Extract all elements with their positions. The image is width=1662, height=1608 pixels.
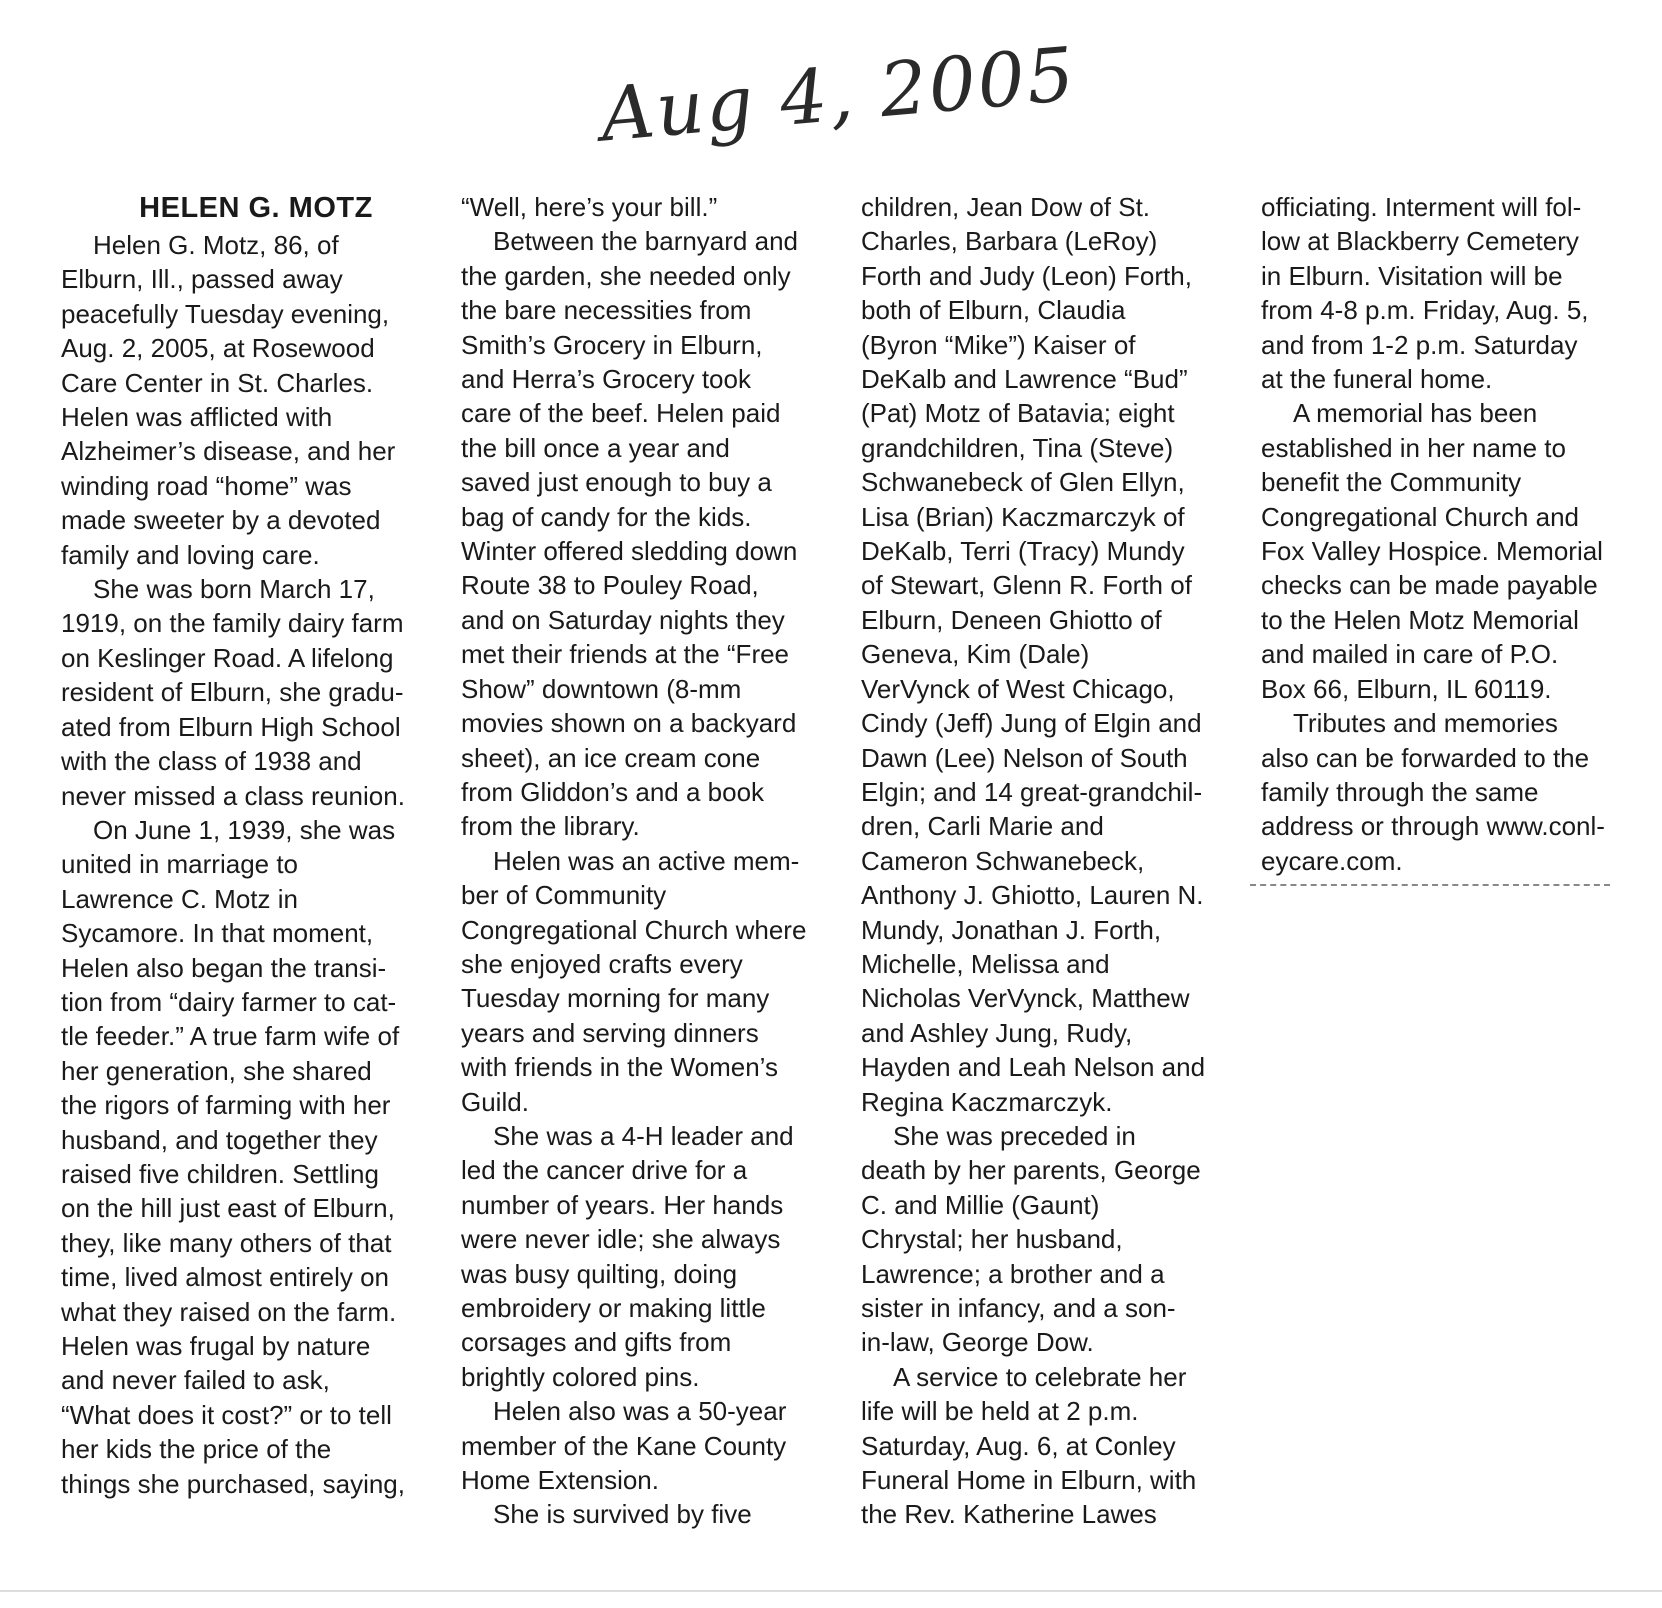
text-line: and Ashley Jung, Rudy, [861, 1017, 1133, 1048]
text-line: Charles, Barbara (LeRoy) [861, 226, 1158, 257]
text-line: C. and Millie (Gaunt) [861, 1189, 1100, 1220]
text-line: Congregational Church and [1261, 501, 1579, 532]
text-line: Helen was frugal by nature [61, 1331, 371, 1361]
text-line: Nicholas VerVynck, Matthew [861, 983, 1190, 1014]
text-line: Schwanebeck of Glen Ellyn, [861, 467, 1185, 498]
text-line: Lawrence C. Motz in [61, 883, 298, 914]
text-line: the bare necessities from [461, 295, 752, 326]
text-line: Smith’s Grocery in Elburn, [461, 329, 763, 360]
text-line: Cameron Schwanebeck, [861, 845, 1145, 876]
text-line: the bill once a year and [461, 432, 730, 463]
text-line: Home Extension. [461, 1465, 659, 1496]
text-line: Forth and Judy (Leon) Forth, [861, 260, 1192, 291]
text-line: on Keslinger Road. A lifelong [61, 642, 394, 673]
text-line: Tuesday morning for many [461, 983, 770, 1014]
column-1 [61, 190, 451, 1501]
text-line: On June 1, 1939, she was [93, 814, 396, 845]
text-line: family and loving care. [61, 539, 320, 570]
text-line: “Well, here’s your bill.” [461, 192, 718, 222]
text-line: Box 66, Elburn, IL 60119. [1261, 673, 1552, 704]
text-line: She was a 4-H leader and [493, 1120, 794, 1151]
text-line: Helen also was a 50-year [493, 1396, 787, 1427]
text-line: and never failed to ask, [61, 1365, 330, 1396]
column-4-body [1261, 190, 1651, 878]
text-line: care of the beef. Helen paid [461, 398, 781, 429]
text-line: from Gliddon’s and a book [461, 776, 765, 807]
text-line: in Elburn. Visitation will be [1261, 260, 1563, 291]
text-line: Helen was afflicted with [61, 402, 333, 433]
text-line: met their friends at the “Free [461, 639, 790, 670]
text-line: Funeral Home in Elburn, with [861, 1465, 1197, 1496]
text-line: Cindy (Jeff) Jung of Elgin and [861, 708, 1202, 739]
text-line: life will be held at 2 p.m. [861, 1396, 1139, 1427]
text-line: Alzheimer’s disease, and her [61, 436, 396, 467]
text-line: Mundy, Jonathan J. Forth, [861, 914, 1162, 945]
text-line: Dawn (Lee) Nelson of South [861, 742, 1188, 773]
column-2-body [461, 190, 851, 1532]
column-3-body [861, 190, 1251, 1532]
text-line: She is survived by five [493, 1499, 752, 1530]
text-line: raised five children. Settling [61, 1158, 379, 1189]
handwritten-date: Aug 4, 2005 [597, 31, 1080, 159]
obituary-clipping [40, 190, 1640, 1550]
text-line: of Stewart, Glenn R. Forth of [861, 570, 1192, 601]
column-3 [861, 190, 1251, 1532]
text-line: to the Helen Motz Memorial [1261, 604, 1579, 635]
obituary-headline: HELEN G. MOTZ [139, 192, 373, 224]
text-line: at the funeral home. [1261, 364, 1493, 395]
text-line: Michelle, Melissa and [861, 948, 1110, 979]
text-line: peacefully Tuesday evening, [61, 298, 390, 329]
text-line: movies shown on a backyard [461, 708, 797, 739]
text-line: family through the same [1261, 776, 1539, 807]
text-line: and mailed in care of P.O. [1261, 639, 1559, 670]
text-line: Elburn, Ill., passed away [61, 264, 343, 295]
text-line: address or through www.conl- [1261, 811, 1605, 842]
text-line: her kids the price of the [61, 1434, 332, 1465]
text-line: “What does it cost?” or to tell [61, 1399, 392, 1430]
text-line: Hayden and Leah Nelson and [861, 1052, 1206, 1083]
column-4 [1261, 190, 1651, 878]
text-line: Congregational Church where [461, 914, 807, 945]
text-line: member of the Kane County [461, 1430, 787, 1461]
text-line: the garden, she needed only [461, 260, 791, 291]
text-line: 1919, on the family dairy farm [61, 608, 404, 639]
text-line: with friends in the Women’s [461, 1052, 778, 1083]
text-line: with the class of 1938 and [61, 746, 362, 777]
text-line: A service to celebrate her [893, 1361, 1187, 1392]
text-line: and from 1-2 p.m. Saturday [1261, 329, 1578, 360]
text-line: was busy quilting, doing [461, 1258, 738, 1289]
text-line: embroidery or making little [461, 1293, 766, 1323]
text-line: Winter offered sledding down [461, 536, 798, 567]
text-line: Route 38 to Pouley Road, [461, 570, 759, 601]
text-line: (Pat) Motz of Batavia; eight [861, 398, 1175, 429]
text-line: DeKalb, Terri (Tracy) Mundy [861, 536, 1185, 567]
text-line: Sycamore. In that moment, [61, 918, 374, 949]
text-line: (Byron “Mike”) Kaiser of [861, 329, 1136, 360]
text-line: Elburn, Deneen Ghiotto of [861, 604, 1162, 635]
text-line: brightly colored pins. [461, 1361, 700, 1392]
text-line: from the library. [461, 811, 640, 842]
text-line: united in marriage to [61, 849, 299, 880]
text-line: DeKalb and Lawrence “Bud” [861, 364, 1188, 395]
text-line: Helen was an active mem- [493, 845, 800, 876]
text-line: husband, and together they [61, 1124, 378, 1155]
text-line: Guild. [461, 1086, 529, 1117]
text-line: ber of Community [461, 880, 667, 911]
text-line: dren, Carli Marie and [861, 811, 1104, 842]
text-line: benefit the Community [1261, 467, 1522, 498]
text-line: both of Elburn, Claudia [861, 295, 1126, 326]
text-line: her generation, she shared [61, 1055, 372, 1086]
text-line: She was preceded in [893, 1120, 1136, 1151]
text-line: led the cancer drive for a [461, 1155, 748, 1186]
text-line: years and serving dinners [461, 1017, 759, 1048]
text-line: time, lived almost entirely on [61, 1262, 390, 1293]
text-line: ated from Elburn High School [61, 711, 401, 742]
text-line: Saturday, Aug. 6, at Conley [861, 1430, 1176, 1461]
text-line: Geneva, Kim (Dale) [861, 639, 1090, 670]
text-line: they, like many others of that [61, 1227, 392, 1258]
text-line: She was born March 17, [93, 574, 375, 605]
text-line: Lawrence; a brother and a [861, 1258, 1165, 1289]
text-line: checks can be made payable [1261, 570, 1598, 601]
text-line: tle feeder.” A true farm wife of [61, 1021, 400, 1052]
column-2 [461, 190, 851, 1532]
text-line: Fox Valley Hospice. Memorial [1261, 536, 1603, 567]
text-line: and Herra’s Grocery took [461, 364, 751, 395]
text-line: from 4-8 p.m. Friday, Aug. 5, [1261, 295, 1589, 326]
text-line: winding road “home” was [61, 470, 352, 501]
text-line: the Rev. Katherine Lawes [861, 1499, 1157, 1530]
text-line: Lisa (Brian) Kaczmarczyk of [861, 501, 1185, 532]
text-line: grandchildren, Tina (Steve) [861, 432, 1174, 463]
text-line: established in her name to [1261, 432, 1566, 463]
text-line: made sweeter by a devoted [61, 505, 381, 536]
text-line: Between the barnyard and [493, 226, 798, 257]
text-line: and on Saturday nights they [461, 604, 785, 635]
text-line: things she purchased, saying, [61, 1468, 405, 1499]
column-1-body [61, 228, 451, 1501]
text-line: what they raised on the farm. [61, 1296, 397, 1327]
text-line: were never idle; she always [461, 1224, 781, 1255]
text-line: sister in infancy, and a son- [861, 1293, 1176, 1323]
clipping-cut-edge [1250, 884, 1610, 892]
text-line: on the hill just east of Elburn, [61, 1193, 395, 1224]
text-line: Regina Kaczmarczyk. [861, 1086, 1113, 1117]
text-line: Elgin; and 14 great-grandchil- [861, 776, 1203, 807]
text-line: death by her parents, George [861, 1155, 1201, 1186]
text-line: Aug. 2, 2005, at Rosewood [61, 333, 375, 364]
text-line: VerVynck of West Chicago, [861, 673, 1175, 704]
text-line: number of years. Her hands [461, 1189, 784, 1220]
text-line: in-law, George Dow. [861, 1327, 1094, 1358]
text-line: Anthony J. Ghiotto, Lauren N. [861, 880, 1204, 911]
text-line: saved just enough to buy a [461, 467, 772, 498]
text-line: Care Center in St. Charles. [61, 367, 374, 398]
text-line: the rigors of farming with her [61, 1090, 391, 1121]
text-line: Tributes and memories [1293, 708, 1558, 739]
text-line: corsages and gifts from [461, 1327, 732, 1358]
text-line: low at Blackberry Cemetery [1261, 226, 1579, 257]
text-line: Helen also began the transi- [61, 952, 387, 983]
text-line: Chrystal; her husband, [861, 1224, 1123, 1255]
text-line: officiating. Interment will fol- [1261, 192, 1582, 222]
scan-bottom-edge [0, 1590, 1662, 1592]
text-line: also can be forwarded to the [1261, 742, 1590, 773]
text-line: bag of candy for the kids. [461, 501, 752, 532]
text-line: resident of Elburn, she gradu- [61, 677, 404, 708]
text-line: tion from “dairy farmer to cat- [61, 986, 397, 1017]
text-line: A memorial has been [1293, 398, 1538, 429]
text-line: eycare.com. [1261, 845, 1403, 876]
text-line: sheet), an ice cream cone [461, 742, 761, 773]
text-line: never missed a class reunion. [61, 780, 405, 811]
text-line: Show” downtown (8-mm [461, 673, 742, 704]
text-line: she enjoyed crafts every [461, 948, 743, 979]
text-line: Helen G. Motz, 86, of [93, 230, 339, 260]
text-line: children, Jean Dow of St. [861, 192, 1151, 222]
